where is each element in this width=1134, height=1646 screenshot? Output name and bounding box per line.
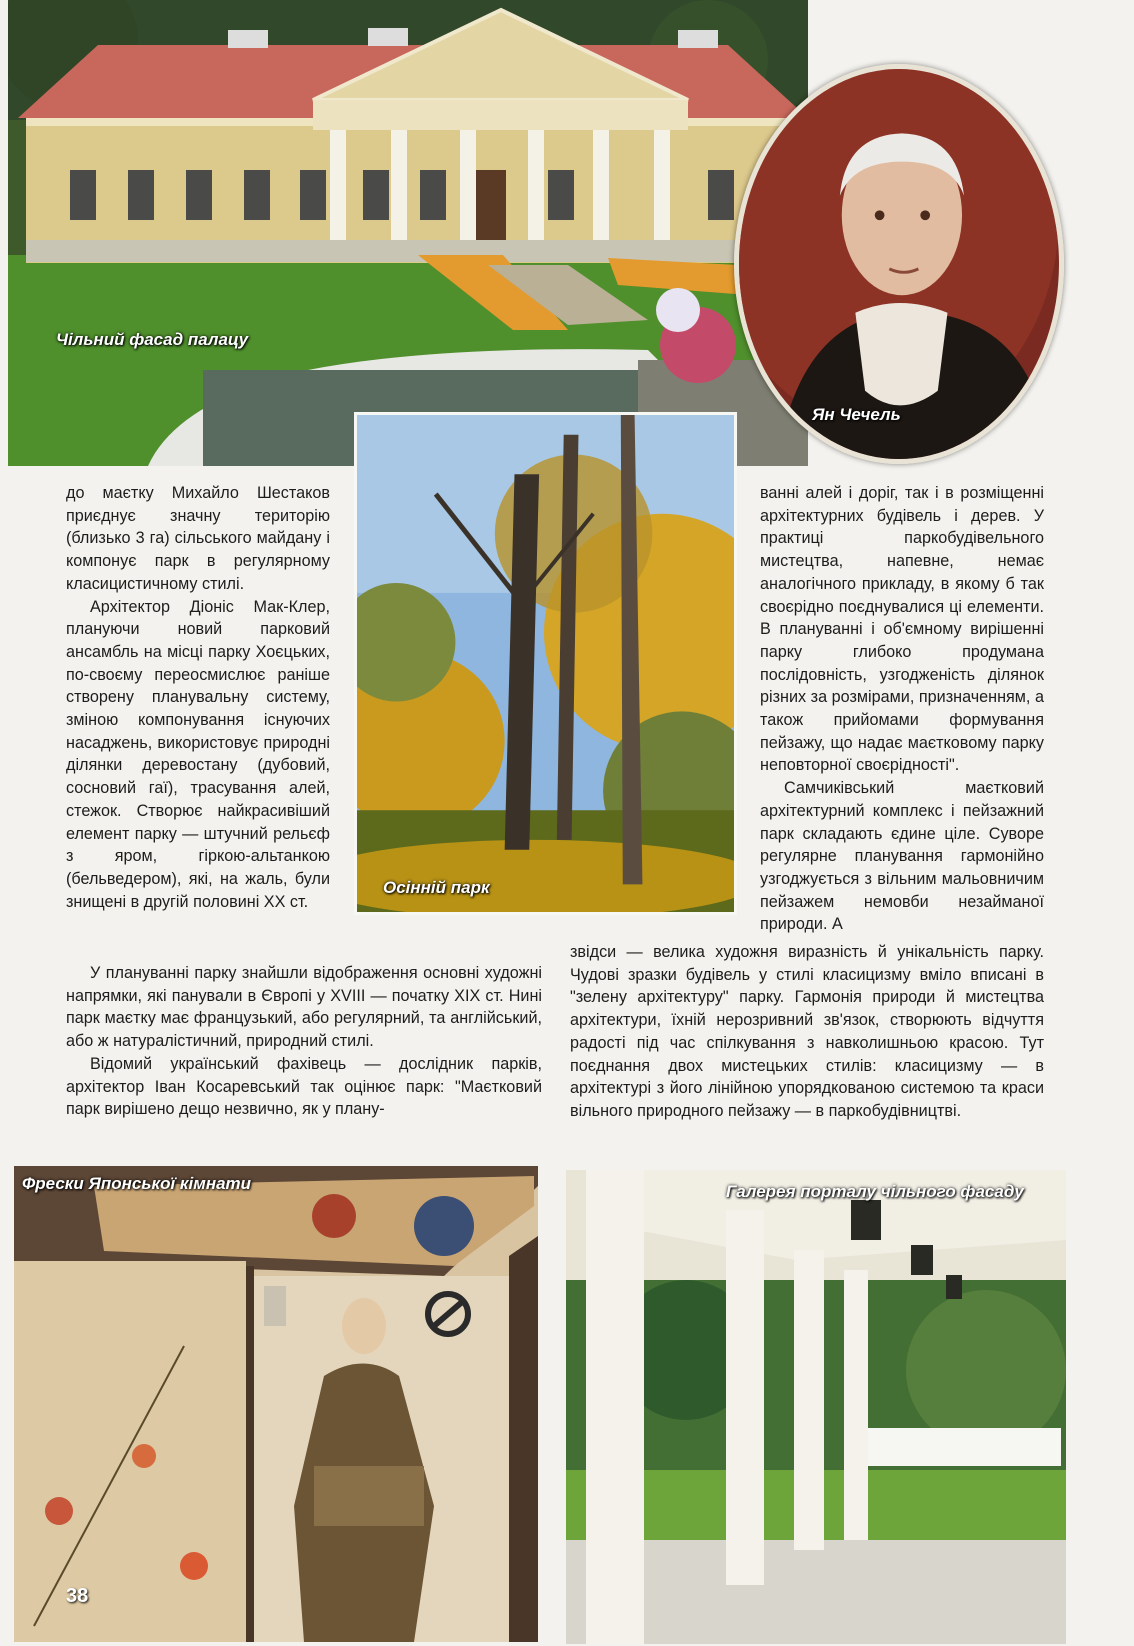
right-wide-paragraph-1: звідси — велика художня виразність й унікальність парку. Чудові зразки будівель у стилі класицизму вміло вписані в "зелену архітектуру" парку. Гармонія природи й мистецтва архітектури, їхній нерозривний зв'язок, створюють відчуття радості під час спілкування з навколишньою красою. Тут поєднання двох мистецьких стилів: класицизму — в архітектурі з його лінійною упорядкованою системою та краси вільного природного пейзажу — в паркобудівництві.	[570, 943, 1044, 1120]
page-number: 38	[66, 1585, 89, 1607]
right-column	[760, 482, 1044, 936]
portrait-caption: Ян Чечель	[812, 405, 901, 424]
palace-caption: Чільний фасад палацу	[56, 330, 249, 349]
autumn-caption: Осінній парк	[383, 878, 490, 897]
palace-photo	[8, 0, 808, 466]
right-paragraph-2: Самчиківський маєтковий архітектурний комплекс і пейзажний парк складають єдине ціле. Суворе регулярне планування гармонійно узгоджується з вільним мальовничим пейзажем немовби незайманої природи. А	[760, 779, 1044, 934]
frescoes-photo	[14, 1166, 538, 1642]
left-paragraph-1: до маєтку Михайло Шестаков приєднує значну територію (близько 3 га) сільського майдану і компонує парк в регулярному класицистичному стилі.	[66, 484, 330, 593]
gallery-photo	[566, 1170, 1066, 1644]
left-column	[66, 482, 330, 913]
right-paragraph-1: ванні алей і доріг, так і в розміщенні архітектурних будівель і дерев. У практиці паркобудівельного мистецтва, напевне, немає аналогічного прикладу, в якому б так своєрідно поєднувалися ці елементи. В плануванні і об'ємному вирішенні парку глибоко продумана послідовність, узгодженість ділянок різних за розмірами, призначенням, а також прийомами формування пейзажу, що надає маєтковому парку неповторної своєрідності".	[760, 484, 1044, 775]
right-wide-column	[570, 941, 1044, 1123]
left-paragraph-2: Архітектор Діоніс Мак-Клер, плануючи новий парковий ансамбль на місці парку Хоєцьких, по-своєму переосмислює раніше створену планувальну систему, зміною компонування існуючих насаджень, використовує природні ділянки деревостану (дубовий, сосновий гаї), трасування алей, стежок. Створює найкрасивіший елемент парку — штучний рельєф з яром, гіркою-альтанкою (бельведером), які, на жаль, були знищені в другій половині XX ст.	[66, 597, 330, 911]
left-wide-paragraph-1: У плануванні парку знайшли відображення основні художні напрямки, які панували в Європі у XVIII — початку XIX ст. Нині парк маєтку має французький, або регулярний, та англійський, або ж натуралістичний, природний стилі.	[66, 964, 542, 1051]
left-wide-column	[66, 962, 542, 1121]
autumn-park-photo	[354, 412, 737, 915]
gallery-caption: Галерея порталу чільного фасаду	[726, 1182, 1024, 1201]
portrait-photo	[734, 64, 1064, 464]
frescoes-caption: Фрески Японської кімнати	[22, 1174, 252, 1193]
left-wide-paragraph-2: Відомий український фахівець — дослідник парків, архітектор Іван Косаревський так оцінює парк: "Маєтковий парк вирішено дещо незвично, як у плану-	[66, 1054, 542, 1119]
